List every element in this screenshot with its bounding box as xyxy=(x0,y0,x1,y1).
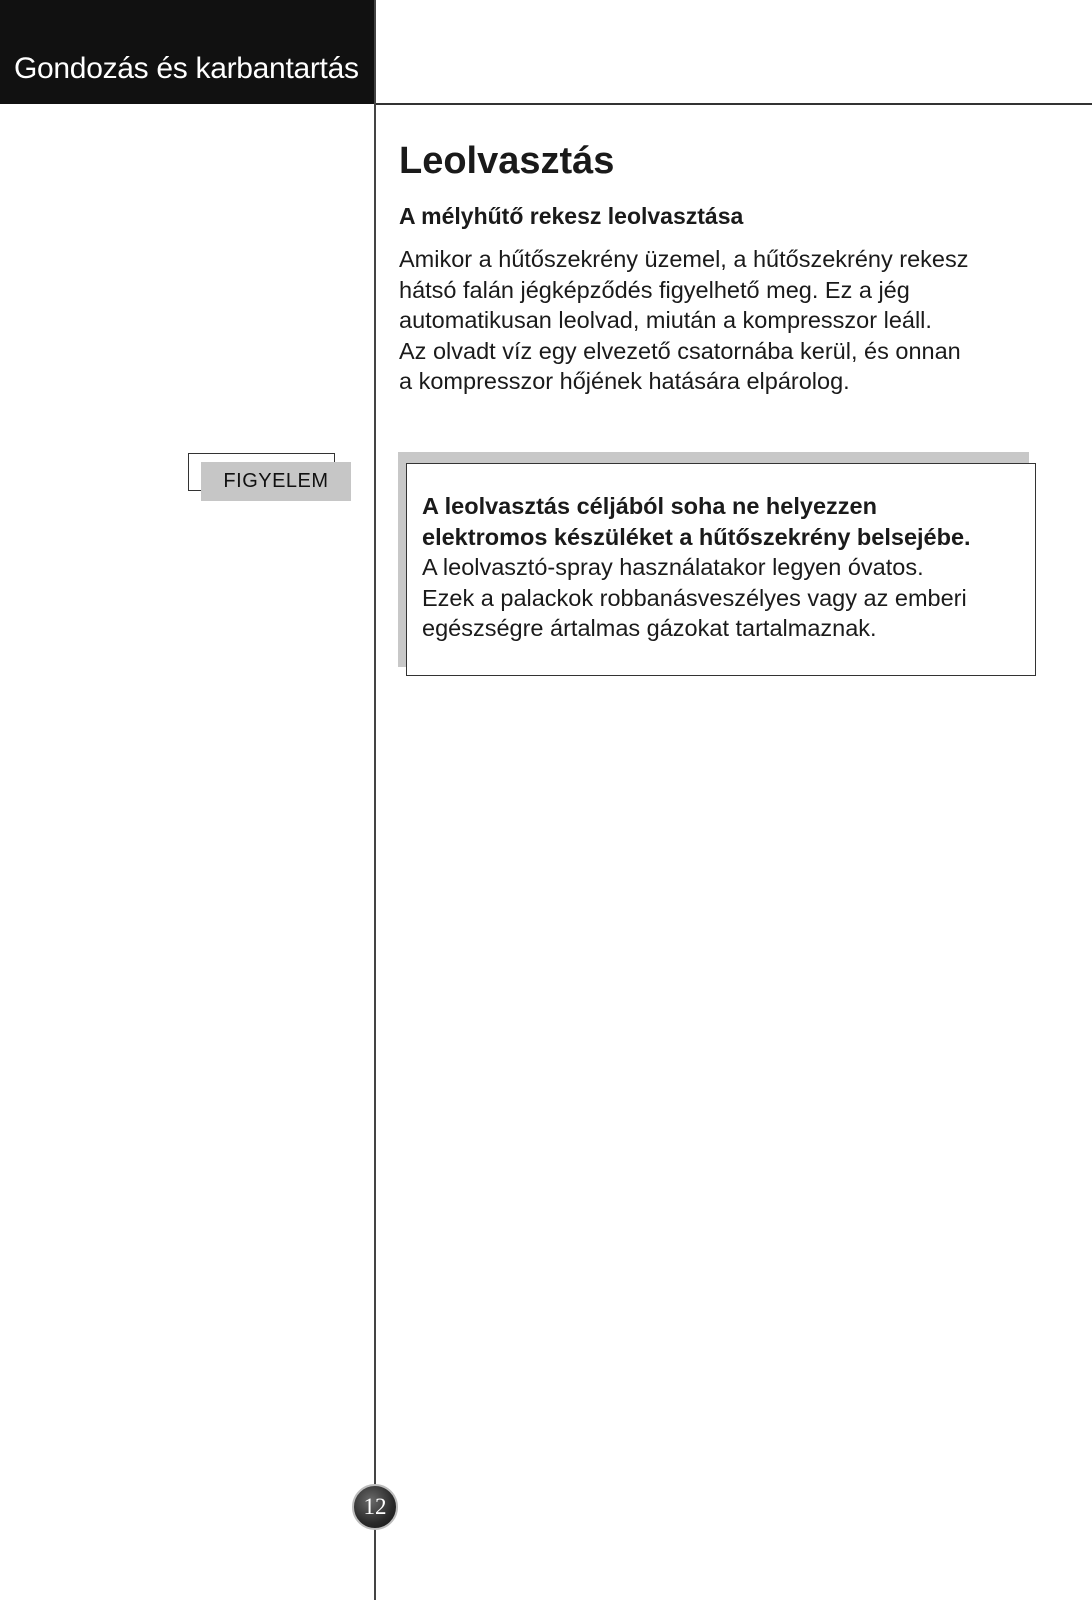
warning-box xyxy=(406,463,1036,676)
warning-line: egészségre ártalmas gázokat tartalmaznak. xyxy=(422,615,877,642)
warning-line: A leolvasztó-spray használatakor legyen óvatos. xyxy=(422,554,924,581)
header-rule xyxy=(374,103,1092,105)
body-line: a kompresszor hőjének hatására elpárolog. xyxy=(399,368,850,395)
warning-bold-line: A leolvasztás céljából soha ne helyezzen xyxy=(422,493,877,519)
body-line: Az olvadt víz egy elvezető csatornába kerül, és onnan xyxy=(399,337,961,364)
warning-bold-line: elektromos készüléket a hűtőszekrény belsejébe. xyxy=(422,523,971,550)
body-line: automatikusan leolvad, miután a kompresszor leáll. xyxy=(399,307,932,334)
warning-label: FIGYELEM xyxy=(201,462,351,501)
subsection-title: A mélyhűtő rekesz leolvasztása xyxy=(399,203,744,229)
page-title: Leolvasztás xyxy=(399,140,615,182)
body-line: Amikor a hűtőszekrény üzemel, a hűtőszekrény rekesz xyxy=(399,246,969,272)
page-number-badge: 12 xyxy=(352,1484,398,1530)
section-header-bar xyxy=(0,0,374,104)
body-line: hátsó falán jégképződés figyelhető meg. Ez a jég xyxy=(399,276,910,303)
warning-line: Ezek a palackok robbanásveszélyes vagy az emberi xyxy=(422,584,967,611)
body-paragraph xyxy=(399,244,1039,397)
section-header-title: Gondozás és karbantartás xyxy=(14,52,359,85)
warning-text xyxy=(422,491,1030,644)
page-divider-line xyxy=(374,0,376,1600)
